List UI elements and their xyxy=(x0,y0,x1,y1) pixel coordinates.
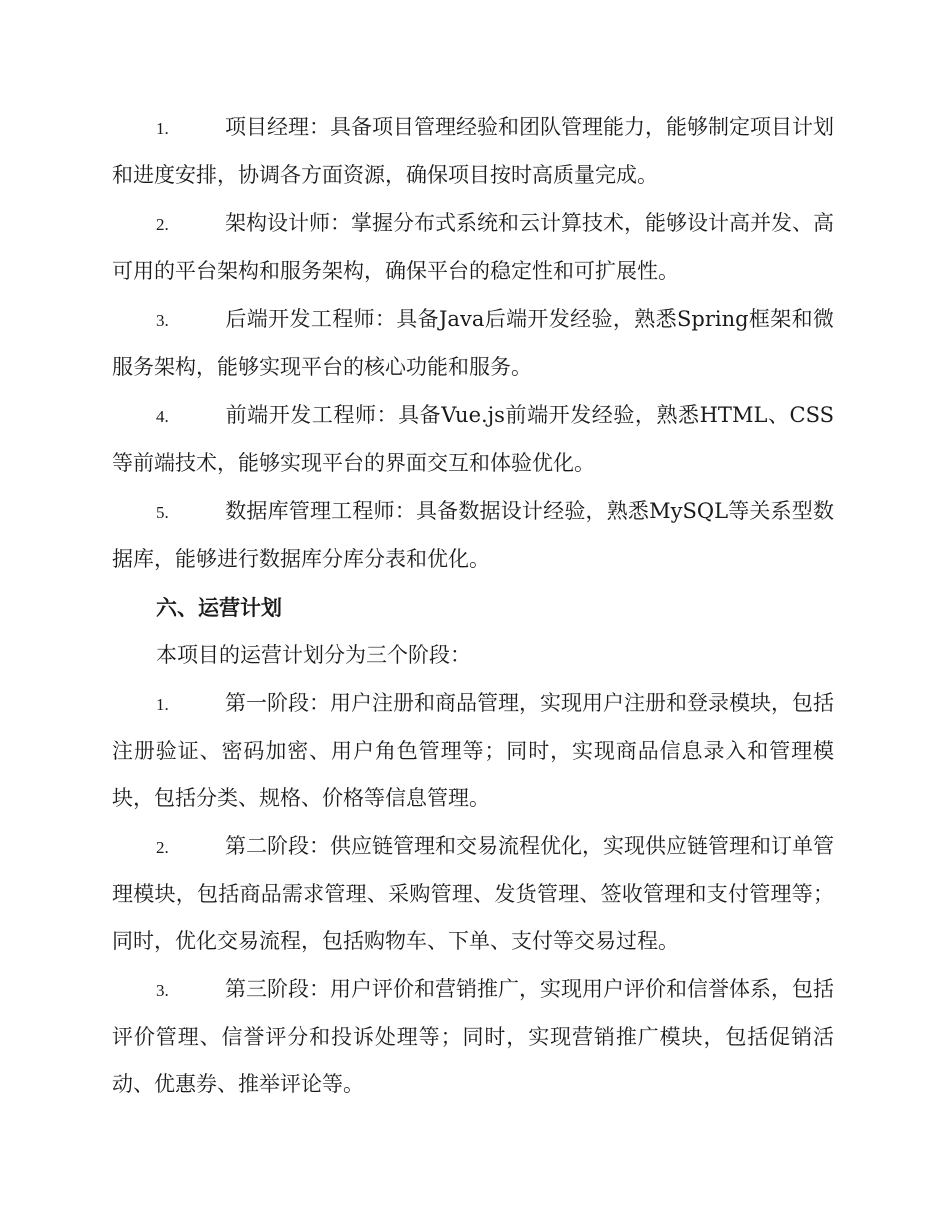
list-item-text: 后端开发工程师：具备Java后端开发经验，熟悉Spring框架和微服务架构，能够实现平台的核心功能和服务。 xyxy=(112,307,834,379)
list-item-text: 架构设计师：掌握分布式系统和云计算技术，能够设计高并发、高可用的平台架构和服务架构，确保平台的稳定性和可扩展性。 xyxy=(112,211,834,283)
list-item-architect xyxy=(112,200,834,295)
list-item-backend-engineer xyxy=(112,296,834,391)
list-item-phase-one xyxy=(112,680,834,822)
list-number: 3. xyxy=(156,311,169,330)
list-item-database-engineer xyxy=(112,488,834,583)
section-heading: 六、运营计划 xyxy=(156,595,282,620)
section-intro: 本项目的运营计划分为三个阶段： xyxy=(156,643,471,667)
list-item-phase-three xyxy=(112,966,834,1108)
list-item-text: 前端开发工程师：具备Vue.js前端开发经验，熟悉HTML、CSS等前端技术，能够实现平台的界面交互和体验优化。 xyxy=(112,403,834,475)
list-item-text: 第三阶段：用户评价和营销推广，实现用户评价和信誉体系，包括评价管理、信誉评分和投诉处理等；同时，实现营销推广模块，包括促销活动、优惠券、推举评论等。 xyxy=(112,977,834,1096)
list-number: 5. xyxy=(156,503,169,522)
list-number: 2. xyxy=(156,215,169,234)
list-number: 2. xyxy=(156,838,169,857)
list-number: 1. xyxy=(156,695,169,714)
list-item-text: 项目经理：具备项目管理经验和团队管理能力，能够制定项目计划和进度安排，协调各方面资源，确保项目按时高质量完成。 xyxy=(112,115,834,187)
list-item-text: 第一阶段：用户注册和商品管理，实现用户注册和登录模块，包括注册验证、密码加密、用户角色管理等；同时，实现商品信息录入和管理模块，包括分类、规格、价格等信息管理。 xyxy=(112,691,834,810)
list-item-phase-two xyxy=(112,823,834,965)
list-number: 3. xyxy=(156,981,169,1000)
list-number: 4. xyxy=(156,407,169,426)
list-item-text: 数据库管理工程师：具备数据设计经验，熟悉MySQL等关系型数据库，能够进行数据库分库分表和优化。 xyxy=(112,499,834,571)
document-page xyxy=(112,104,834,1109)
list-item-project-manager xyxy=(112,104,834,199)
list-number: 1. xyxy=(156,119,169,138)
list-item-frontend-engineer xyxy=(112,392,834,487)
list-item-text: 第二阶段：供应链管理和交易流程优化，实现供应链管理和订单管理模块，包括商品需求管理、采购管理、发货管理、签收管理和支付管理等；同时，优化交易流程，包括购物车、下单、支付等交易过程。 xyxy=(112,834,834,953)
